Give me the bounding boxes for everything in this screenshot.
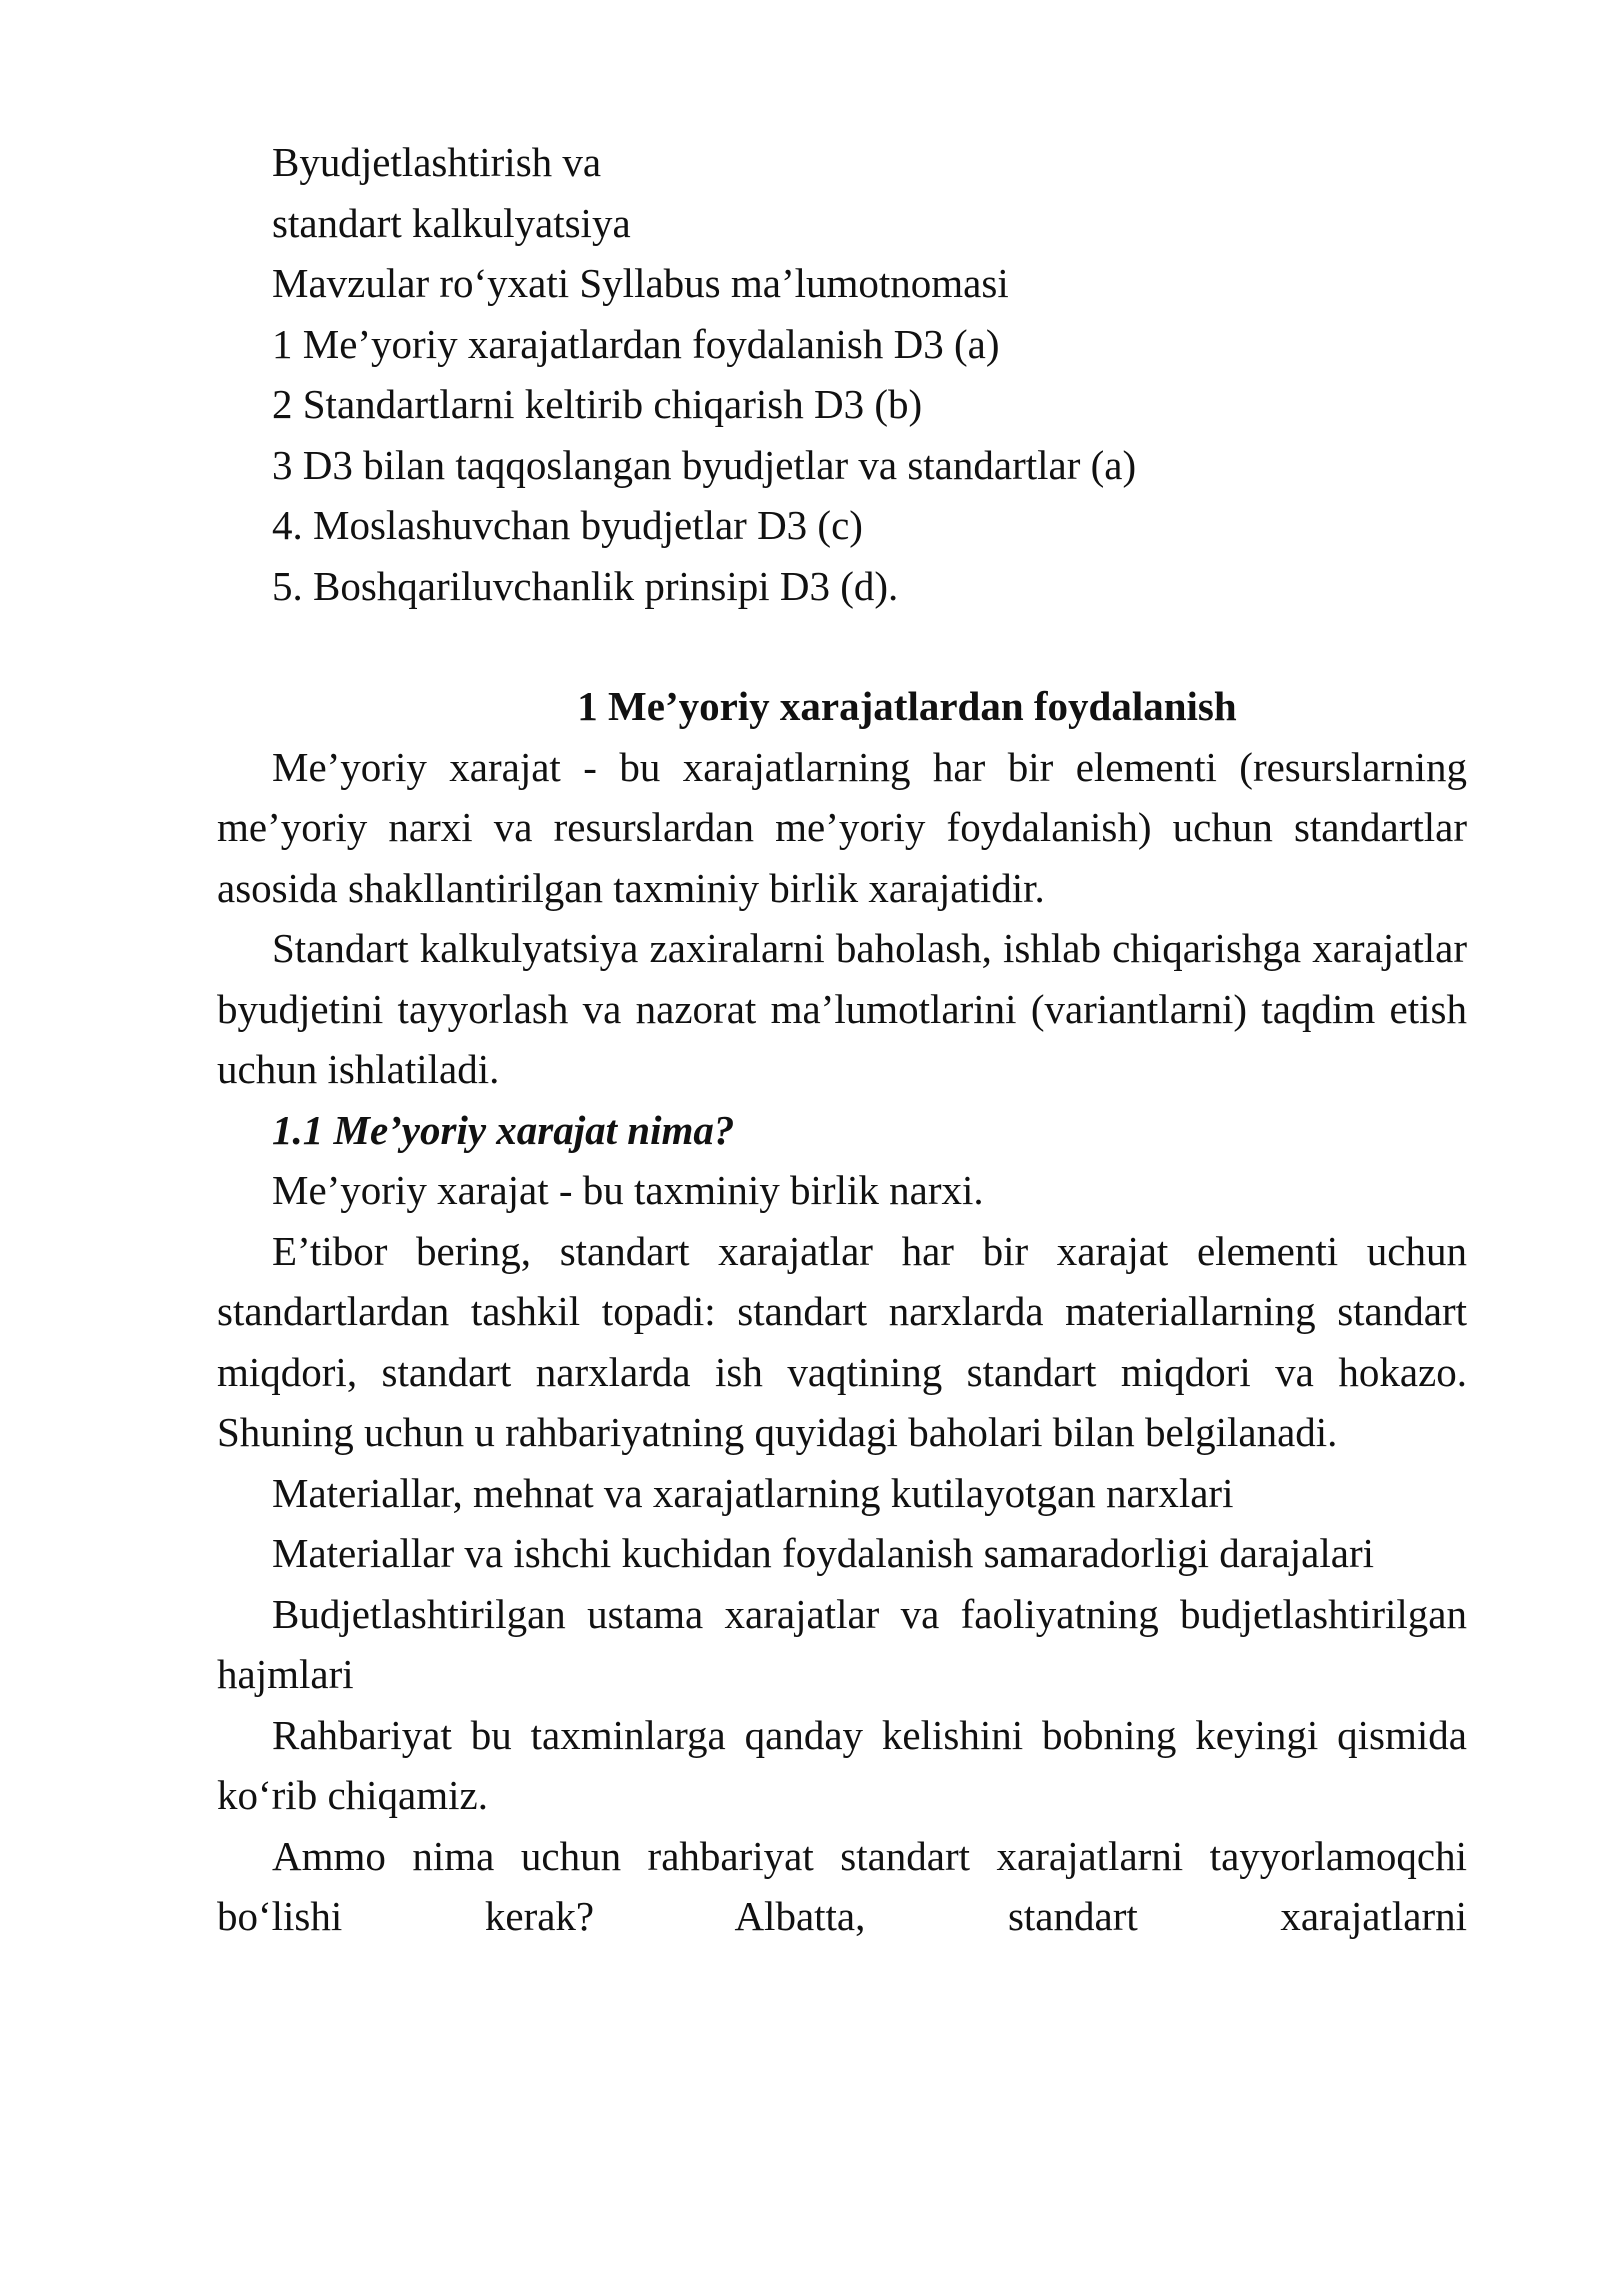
paragraph: E’tibor bering, standart xarajatlar har bir xarajat elementi uchun standartlardan tashkil topadi: standart narxlarda materiallarning standart miqdori, standart narxlarda ish vaqtining standart miqdori va hokazo. Shuning uchun u rahbariyatning quyidagi baholari bilan belgilanadi.: [217, 1227, 1467, 1455]
paragraph: Me’yoriy xarajat - bu xarajatlarning har bir elementi (resurslarning me’yoriy narxi va resurslardan me’yoriy foydalanish) uchun standartlar asosida shakllantirilgan taxminiy birlik xarajatidir.: [217, 743, 1467, 911]
paragraph: Standart kalkulyatsiya zaxiralarni baholash, ishlab chiqarishga xarajatlar byudjetini tayyorlash va nazorat ma’lumotlarini (variantlarni) taqdim etish uchun ishlatiladi.: [217, 925, 1467, 1092]
toc-item: 4. Moslashuvchan byudjetlar D3 (c): [272, 502, 863, 548]
title-line-2: standart kalkulyatsiya: [272, 199, 631, 246]
paragraph: Me’yoriy xarajat - bu taxminiy birlik narxi.: [272, 1167, 984, 1213]
paragraph: Ammo nima uchun rahbariyat standart xarajatlarni tayyorlamoqchi bo‘lishi kerak? Albatta, standart xarajatlarni: [217, 1832, 1467, 1939]
toc-item: 2 Standartlarni keltirib chiqarish D3 (b): [272, 381, 923, 427]
paragraph: Budjetlashtirilgan ustama xarajatlar va faoliyatning budjetlashtirilgan hajmlari: [217, 1590, 1467, 1697]
toc-item: 5. Boshqariluvchanlik prinsipi D3 (d).: [272, 562, 899, 609]
toc-item: 3 D3 bilan taqqoslangan byudjetlar va standartlar (a): [272, 441, 1137, 488]
subsection-heading: 1.1 Me’yoriy xarajat nima?: [272, 1106, 735, 1153]
paragraph: Materiallar va ishchi kuchidan foydalanish samaradorligi darajalari: [272, 1530, 1375, 1576]
spacer: [217, 616, 1467, 676]
section-heading: 1 Me’yoriy xarajatlardan foydalanish: [577, 683, 1237, 729]
paragraph: Materiallar, mehnat va xarajatlarning kutilayotgan narxlari: [272, 1469, 1234, 1516]
title-line-1: Byudjetlashtirish va: [272, 139, 602, 185]
toc-header: Mavzular ro‘yxati Syllabus ma’lumotnomasi: [272, 260, 1009, 306]
paragraph: Rahbariyat bu taxminlarga qanday kelishini bobning keyingi qismida ko‘rib chiqamiz.: [217, 1711, 1467, 1818]
document-page: [217, 132, 1467, 1947]
toc-item: 1 Me’yoriy xarajatlardan foydalanish D3 (a): [272, 320, 1000, 367]
